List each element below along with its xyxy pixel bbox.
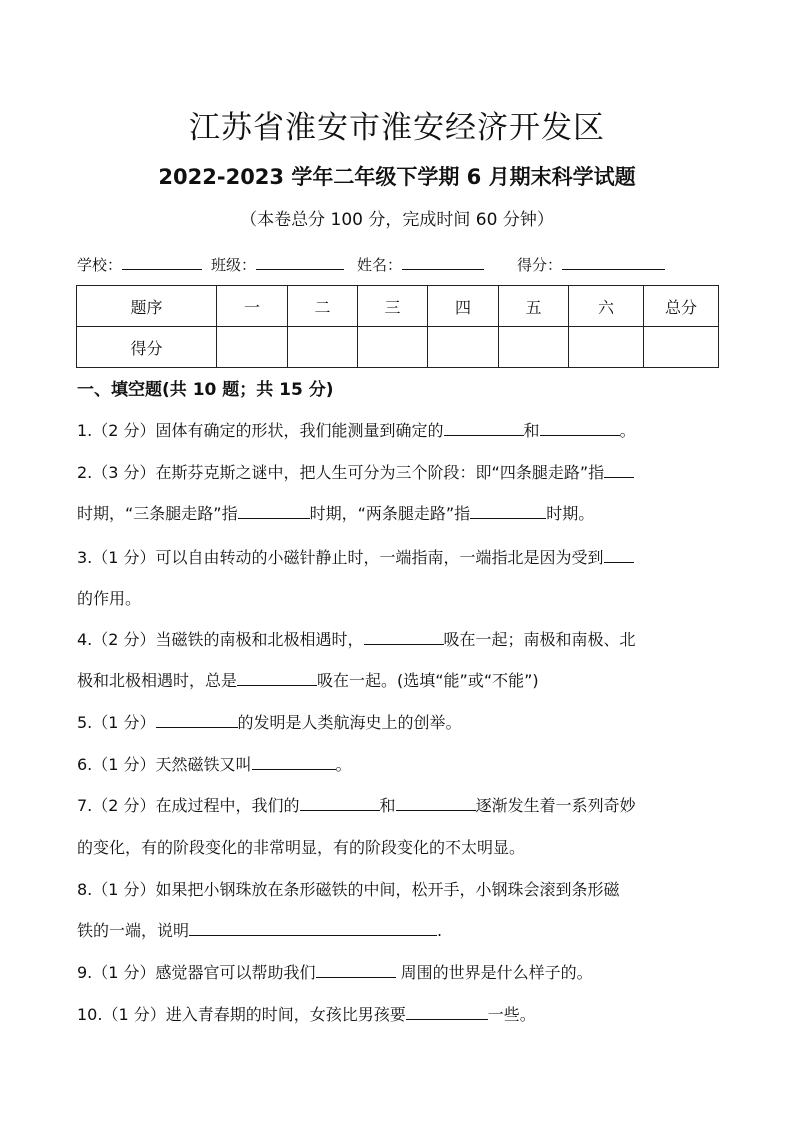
question-text: 铁的一端，说明 (77, 921, 190, 940)
table-cell-part-2: 二 (288, 286, 358, 327)
question-text: 。 (619, 421, 636, 440)
question-7-line-2 (77, 827, 719, 868)
question-9 (77, 952, 719, 993)
question-text: 时期。 (546, 504, 595, 523)
question-5 (77, 702, 719, 743)
score-cell-3[interactable] (358, 327, 428, 368)
class-field (211, 252, 344, 277)
question-8-line-2 (77, 910, 719, 951)
question-text: 吸在一起。(选填“能”或“不能”) (317, 671, 539, 690)
answer-blank[interactable] (396, 792, 476, 811)
score-cell-total[interactable] (644, 327, 719, 368)
table-cell-part-3: 三 (358, 286, 428, 327)
question-text: 8.（1 分）如果把小钢珠放在条形磁铁的中间，松开手，小钢珠会滚到条形磁 (77, 880, 620, 899)
question-text: 6.（1 分）天然磁铁又叫 (77, 755, 252, 774)
question-2 (77, 452, 719, 493)
question-text: 1.（2 分）固体有确定的形状，我们能测量到确定的 (77, 421, 444, 440)
section-heading: 一、填空题(共 10 题；共 15 分) (77, 380, 334, 400)
question-3 (77, 537, 719, 578)
table-cell-part-5: 五 (499, 286, 569, 327)
question-1 (77, 410, 719, 451)
score-field (517, 252, 665, 277)
table-cell-part-4: 四 (428, 286, 499, 327)
answer-blank[interactable] (364, 626, 444, 645)
score-label: 得分： (517, 256, 563, 274)
school-blank[interactable] (122, 252, 202, 270)
question-text: 10.（1 分）进入青春期的时间，女孩比男孩要 (77, 1005, 406, 1024)
score-cell-1[interactable] (217, 327, 288, 368)
answer-blank[interactable] (300, 792, 380, 811)
question-2-line-2 (77, 493, 719, 534)
score-cell-5[interactable] (499, 327, 569, 368)
exam-subtitle: 2022-2023 学年二年级下学期 6 月期末科学试题 (158, 165, 636, 189)
table-cell-total: 总分 (644, 286, 719, 327)
score-cell-2[interactable] (288, 327, 358, 368)
answer-blank[interactable] (252, 751, 336, 770)
score-cell-4[interactable] (428, 327, 499, 368)
name-label: 姓名： (357, 256, 403, 274)
question-text: 和 (379, 796, 396, 815)
answer-blank[interactable] (238, 500, 310, 519)
question-text: 吸在一起；南极和南极、北 (443, 630, 636, 649)
class-label: 班级： (211, 256, 257, 274)
question-text: 4.（2 分）当磁铁的南极和北极相遇时， (77, 630, 364, 649)
question-text: 5.（1 分） (77, 713, 156, 732)
question-4 (77, 619, 719, 660)
answer-blank[interactable] (540, 417, 620, 436)
name-field (357, 252, 484, 277)
question-text: 时期，“三条腿走路”指 (77, 504, 238, 523)
question-text: 3.（1 分）可以自由转动的小磁针静止时，一端指南，一端指北是因为受到 (77, 548, 604, 567)
score-blank[interactable] (562, 252, 665, 270)
table-cell-question-no: 题序 (77, 286, 217, 327)
answer-blank[interactable] (444, 417, 524, 436)
name-blank[interactable] (402, 252, 484, 270)
question-text: 时期，“两条腿走路”指 (309, 504, 471, 523)
question-text: . (437, 921, 443, 940)
question-4-line-2 (77, 660, 719, 701)
school-label: 学校： (77, 256, 123, 274)
answer-blank[interactable] (604, 459, 634, 478)
question-text: 7.（2 分）在成过程中，我们的 (77, 796, 300, 815)
table-cell-part-1: 一 (217, 286, 288, 327)
question-7 (77, 785, 719, 826)
question-text: 极和北极相遇时，总是 (77, 671, 238, 690)
question-text: 的作用。 (77, 589, 142, 608)
question-6 (77, 744, 719, 785)
school-field (77, 252, 202, 277)
question-text: 一些。 (487, 1005, 536, 1024)
question-text: 2.（3 分）在斯芬克斯之谜中，把人生可分为三个阶段：即“四条腿走路”指 (77, 463, 605, 482)
exam-note: （本卷总分 100 分，完成时间 60 分钟） (240, 210, 554, 230)
answer-blank[interactable] (604, 544, 634, 563)
score-table (76, 285, 719, 368)
class-blank[interactable] (256, 252, 344, 270)
question-text: 。 (335, 755, 352, 774)
answer-blank[interactable] (316, 959, 396, 978)
exam-title: 江苏省淮安市淮安经济开发区 (189, 110, 605, 146)
question-text: 周围的世界是什么样子的。 (395, 963, 593, 982)
question-text: 的变化，有的阶段变化的非常明显，有的阶段变化的不太明显。 (77, 838, 526, 857)
question-8 (77, 869, 719, 910)
question-text: 逐渐发生着一系列奇妙 (475, 796, 636, 815)
answer-blank[interactable] (156, 709, 238, 728)
question-text: 和 (523, 421, 540, 440)
score-table-score-row (77, 327, 719, 368)
answer-blank[interactable] (237, 667, 317, 686)
table-cell-part-6: 六 (569, 286, 644, 327)
question-3-line-2 (77, 578, 719, 619)
answer-blank[interactable] (406, 1001, 488, 1020)
score-table-header-row (77, 286, 719, 327)
answer-blank[interactable] (189, 917, 437, 936)
question-text: 的发明是人类航海史上的创举。 (237, 713, 462, 732)
score-cell-6[interactable] (569, 327, 644, 368)
question-text: 9.（1 分）感觉器官可以帮助我们 (77, 963, 316, 982)
question-10 (77, 994, 719, 1035)
answer-blank[interactable] (470, 500, 546, 519)
table-cell-score-label: 得分 (77, 327, 217, 368)
